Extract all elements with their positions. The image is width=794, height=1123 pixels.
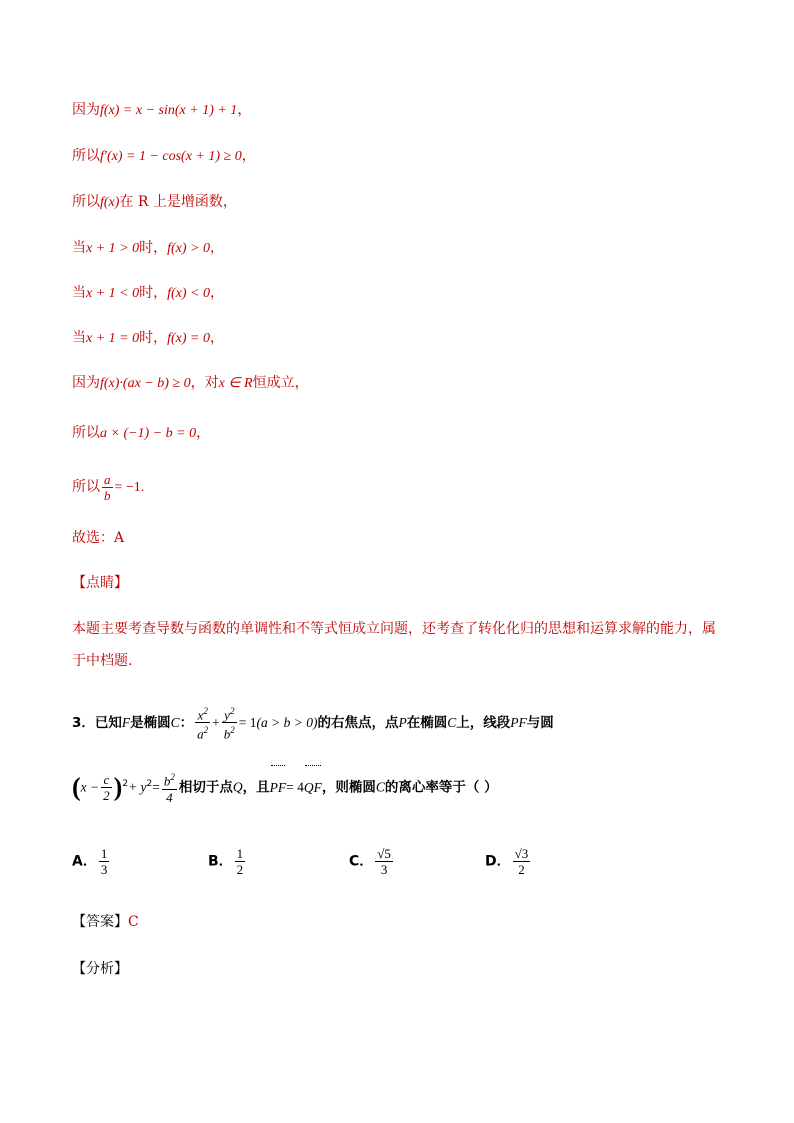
math-expression: = 4 [286, 779, 304, 795]
math-symbol: P [398, 714, 407, 730]
math-expression: a × (−1) − b = 0 [100, 426, 197, 441]
fraction-denominator: b [104, 487, 111, 503]
question-text: 相切于点 [178, 779, 233, 796]
solution-line-2 [72, 146, 256, 167]
math-expression: f(x) > 0 [167, 241, 210, 256]
math-expression: f(x) = x − sin(x + 1) + 1 [100, 103, 238, 118]
math-expression: x + 1 = 0 [86, 331, 140, 346]
question-text: 上，线段 [456, 714, 511, 731]
question-line-2: (x − $\frac{c}{2}$ )$^2+ y^2=$ $\frac{b^2}{4}$ 相切于点Q，且PF= 4QF，则椭圆C的离心率等于（ ） [72, 764, 498, 808]
line-text: 所以 [72, 479, 100, 495]
math-expression: f(x) < 0 [167, 286, 210, 301]
math-symbol: C [375, 779, 385, 795]
answer-choice: 故选：A [72, 530, 125, 546]
option-fraction: $\frac{1}{2}$ [236, 846, 244, 877]
close-paren: ) [113, 772, 123, 802]
option-b [208, 846, 247, 877]
comment-text-line-1: 本题主要考查导数与函数的单调性和不等式恒成立问题，还考查了转化化归的思想和运算求解的能力，属 [72, 621, 716, 637]
circle-fraction: $\frac{c}{2}$ [103, 772, 110, 803]
line-text: 当 [72, 330, 86, 346]
line-text: 所以 [72, 425, 100, 441]
math-expression: x + 1 < 0 [86, 286, 140, 301]
vector-pf: PF [270, 768, 287, 808]
line-text: 所以 [72, 194, 100, 210]
line-text: ， [209, 240, 224, 256]
ellipse-fraction-x: $\frac{x^2}{a^2}$ [197, 706, 209, 742]
math-expression: f(x) [100, 195, 120, 210]
question-text: ，且 [242, 779, 270, 796]
line-text: 时， [139, 285, 168, 301]
line-text: ， [196, 425, 211, 441]
math-symbol: C [447, 714, 457, 730]
solution-line-8 [72, 423, 210, 444]
solution-line-5 [72, 283, 224, 304]
line-text: 时， [139, 330, 168, 346]
option-a [72, 846, 111, 877]
math-expression: f(x) = 0 [167, 331, 210, 346]
math-expression: x + 1 > 0 [86, 241, 140, 256]
solution-ratio-line [72, 470, 144, 505]
line-text: 所以 [72, 148, 100, 164]
ratio-fraction [102, 472, 113, 503]
question-line-1: 3．已知F是椭圆C： $\frac{x^2}{a^2}$ + $\frac{y^2}{b^2}$ = 1(a > b > 0)的右焦点，点P在椭圆C上，线段PF与圆 [72, 706, 554, 742]
solution-line-4 [72, 238, 224, 259]
solution-line-7 [72, 373, 309, 394]
answer-heading: 【答案】 [72, 914, 128, 930]
math-symbol: F [121, 714, 131, 730]
question-text: ： [179, 714, 194, 731]
option-label: B． [208, 853, 233, 870]
question-text: 的右焦点，点 [317, 714, 399, 731]
option-fraction: $\frac{1}{3}$ [100, 846, 108, 877]
answer-value: C [128, 914, 139, 930]
circle-rhs-fraction: $\frac{b^2}{4}$ [163, 772, 175, 805]
math-expression: f(x)·(ax − b) ≥ 0 [100, 376, 191, 391]
line-text: 因为 [72, 102, 100, 118]
solution-line-6 [72, 328, 224, 349]
comment-heading: 【点睛】 [72, 575, 128, 591]
math-expression: f′(x) = 1 − cos(x + 1) ≥ 0 [100, 149, 242, 164]
question-text: 是椭圆 [130, 714, 171, 731]
line-text: 当 [72, 285, 86, 301]
line-text: 时， [139, 240, 168, 256]
line-text: 因为 [72, 375, 100, 391]
option-label: C． [349, 853, 374, 870]
math-expression: (a > b > 0) [256, 714, 318, 730]
analysis-heading: 【分析】 [72, 961, 128, 977]
math-symbol: PF [510, 714, 527, 730]
math-symbol: Q [232, 779, 243, 795]
line-text: 恒成立， [252, 375, 309, 391]
math-expression: = −1. [114, 480, 145, 495]
line-text: ， [237, 102, 252, 118]
ellipse-fraction-y: $\frac{y^2}{b^2}$ [223, 706, 235, 742]
line-text: 在 R 上是增函数， [119, 194, 237, 210]
line-text: ， [209, 285, 224, 301]
math-symbol: C [170, 714, 180, 730]
option-label: D． [485, 853, 511, 870]
answer-line [72, 912, 139, 932]
math-expression: = [152, 779, 160, 795]
fraction-numerator: a [104, 471, 111, 487]
solution-line-3 [72, 192, 237, 213]
open-paren: ( [72, 772, 81, 802]
vector-qf: QF [304, 768, 322, 808]
line-text: ， [209, 330, 224, 346]
line-text: ，对 [190, 375, 219, 391]
question-number: 3．已知 [72, 714, 122, 731]
line-text: ， [241, 148, 256, 164]
option-d [485, 846, 532, 877]
option-label: A． [72, 853, 97, 870]
option-fraction: $\frac{√5}{3}$ [377, 846, 391, 877]
math-expression: + y [128, 779, 147, 795]
option-c [349, 846, 395, 877]
question-text: 的离心率等于（ ） [384, 779, 498, 796]
question-text: 与圆 [526, 714, 554, 731]
comment-text-line-2: 于中档题. [72, 653, 133, 669]
question-text: 在椭圆 [406, 714, 448, 731]
option-fraction: $\frac{√3}{2}$ [514, 846, 529, 877]
solution-line-1 [72, 100, 251, 121]
math-expression: x ∈ R [218, 376, 253, 391]
question-text: ，则椭圆 [321, 779, 376, 796]
math-expression: = 1 [238, 714, 257, 730]
line-text: 当 [72, 240, 86, 256]
